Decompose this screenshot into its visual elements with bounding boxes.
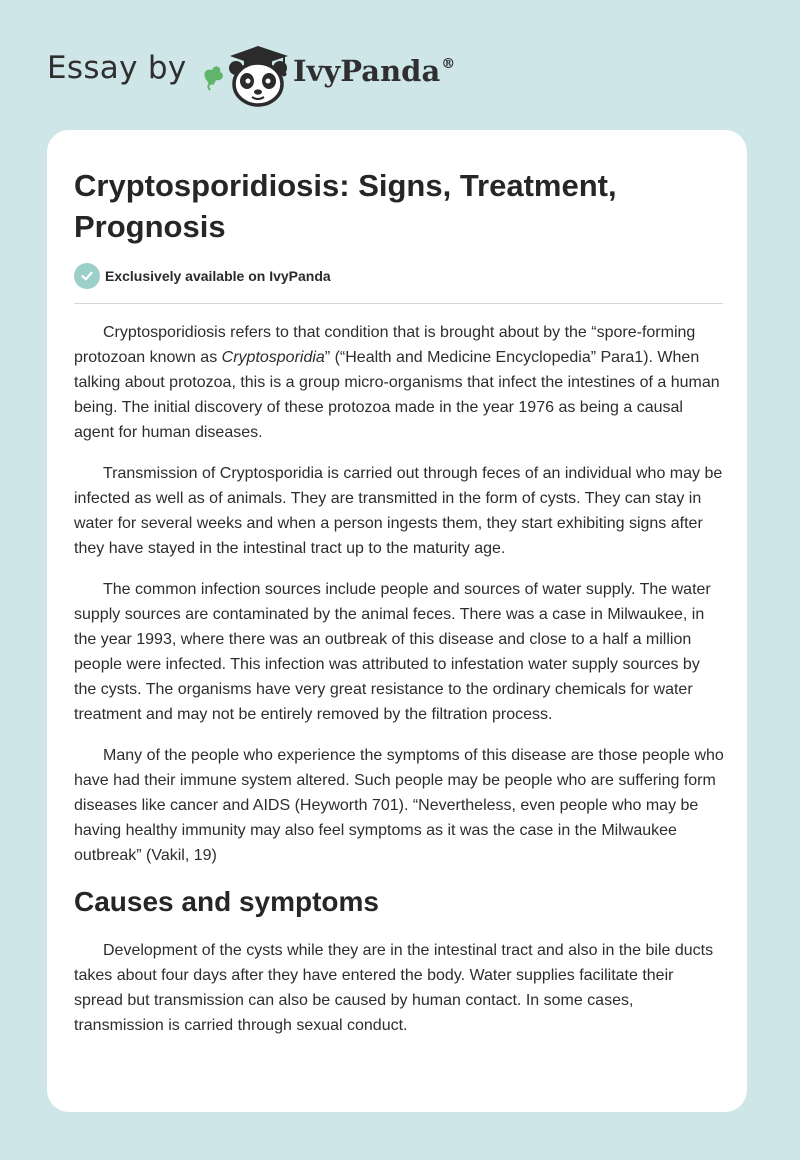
check-icon xyxy=(74,263,100,289)
paragraph xyxy=(74,320,726,445)
essay-card xyxy=(47,130,747,1112)
site-header xyxy=(0,0,800,130)
divider xyxy=(74,303,723,304)
paragraph: Development of the cysts while they are in the intestinal tract and also in the bile ducts takes about four days after they have entered the body. Water supplies facilitate their spread but transmission can also be caused by human contact. In some cases, transmission is carried through sexual conduct. xyxy=(74,942,714,1034)
registered-mark: ® xyxy=(441,56,456,72)
italic-term: Cryptosporidia xyxy=(221,349,325,366)
essay-title: Cryptosporidiosis: Signs, Treatment, Prognosis xyxy=(74,168,617,244)
paragraph-text: ” (“Health and Medicine Encyclopedia” Para1). When talking about protozoa, this is a group micro-organisms that infect the intestines of a human being. The initial discovery of these protozoa made in the year 1976 as being a causal agent for human diseases. xyxy=(74,349,720,441)
essay-body xyxy=(74,320,726,1054)
paragraph: Many of the people who experience the symptoms of this disease are those people who have had their immune system altered. Such people may be people who are suffering form diseases like cancer and AIDS (Heyworth 701). “Nevertheless, even people who may be having healthy immunity may also feel symptoms as it was the case in the Milwaukee outbreak” (Vakil, 19) xyxy=(74,747,724,864)
paragraph-text: Cryptosporidiosis refers to that condition that is brought about by the “spore-forming protozoan known as xyxy=(74,324,696,366)
section-heading: Causes and symptoms xyxy=(74,886,379,917)
panda-logo-icon[interactable] xyxy=(200,38,296,108)
exclusive-text: Exclusively available on IvyPanda xyxy=(105,268,331,284)
brand-text: IvyPanda xyxy=(293,54,441,88)
panda-head-icon xyxy=(229,46,288,105)
paragraph: Transmission of Cryptosporidia is carried out through feces of an individual who may be infected as well as of animals. They are transmitted in the form of cysts. They can stay in water for several weeks and when a person ingests them, they start exhibiting signs after they have stayed in the intestinal tract up to the maturity age. xyxy=(74,465,723,557)
ivy-leaf-icon xyxy=(205,66,223,90)
exclusive-badge xyxy=(74,263,331,289)
paragraph: The common infection sources include people and sources of water supply. The water supply sources are contaminated by the animal feces. There was a case in Milwaukee, in the year 1993, where there was an outbreak of this disease and close to a half a million people were infected. This infection was attributed to infestation water supply sources by the cysts. The organisms have very great resistance to the ordinary chemicals for water treatment and may not be entirely removed by the filtration process. xyxy=(74,581,711,723)
essay-by-label: Essay by xyxy=(47,50,187,86)
brand-name[interactable] xyxy=(293,54,455,88)
